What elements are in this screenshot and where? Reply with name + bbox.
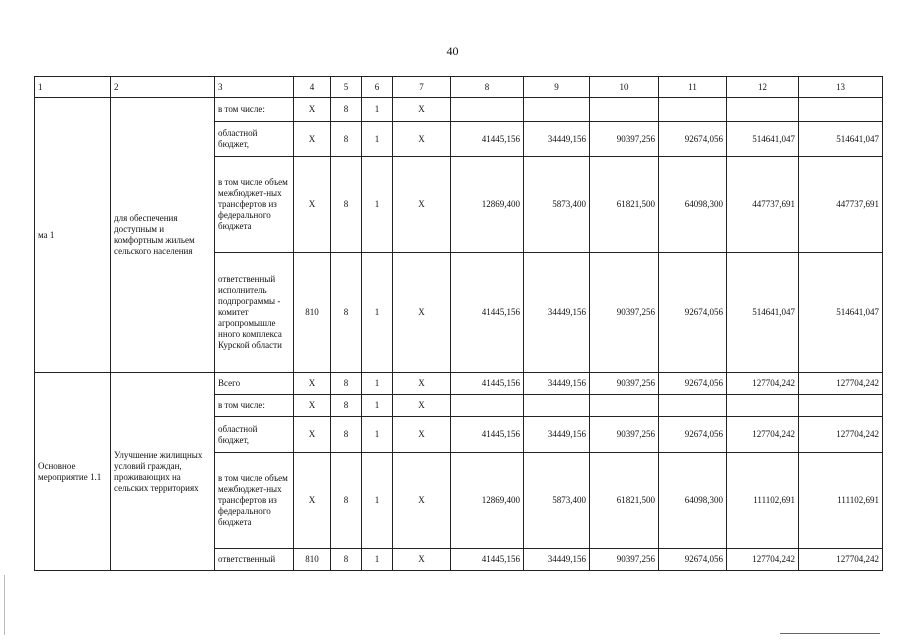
cell (727, 395, 799, 417)
table-row (35, 98, 883, 122)
cell: 8 (331, 373, 362, 395)
row-label: областной бюджет, (215, 122, 294, 157)
header-cell: 8 (451, 77, 524, 98)
cell: 41445,156 (451, 253, 524, 373)
cell: 1 (362, 157, 393, 253)
cell: 8 (331, 395, 362, 417)
cell (451, 395, 524, 417)
cell: 92674,056 (659, 373, 727, 395)
row-label: в том числе: (215, 98, 294, 122)
cell (524, 395, 590, 417)
cell: 34449,156 (524, 122, 590, 157)
cell: 127704,242 (727, 549, 799, 571)
cell: 8 (331, 549, 362, 571)
cell: 34449,156 (524, 549, 590, 571)
header-cell: 11 (659, 77, 727, 98)
cell (659, 395, 727, 417)
cell: 12869,400 (451, 453, 524, 549)
header-cell: 9 (524, 77, 590, 98)
cell: 127704,242 (727, 417, 799, 453)
cell: 8 (331, 453, 362, 549)
cell: X (393, 157, 451, 253)
cell: 61821,500 (590, 453, 659, 549)
cell: 111102,691 (799, 453, 883, 549)
cell: 64098,300 (659, 157, 727, 253)
cell: 1 (362, 253, 393, 373)
cell: 90397,256 (590, 253, 659, 373)
cell: 41445,156 (451, 549, 524, 571)
cell: 5873,400 (524, 453, 590, 549)
cell: 41445,156 (451, 417, 524, 453)
cell: 1 (362, 395, 393, 417)
header-cell: 1 (35, 77, 111, 98)
cell: 92674,056 (659, 253, 727, 373)
header-cell: 5 (331, 77, 362, 98)
cell: 1 (362, 417, 393, 453)
row-label: в том числе объем межбюджет-ных трансфертов из федерального бюджета (215, 453, 294, 549)
cell (799, 98, 883, 122)
program-description-cell: для обеспечения доступным и комфортным жильем сельского населения (111, 98, 215, 373)
cell: X (393, 549, 451, 571)
cell: 92674,056 (659, 417, 727, 453)
cell (590, 98, 659, 122)
cell: 127704,242 (799, 417, 883, 453)
cell: 41445,156 (451, 122, 524, 157)
cell: X (393, 453, 451, 549)
cell: X (393, 395, 451, 417)
cell: 61821,500 (590, 157, 659, 253)
cell: 34449,156 (524, 417, 590, 453)
cell: 34449,156 (524, 253, 590, 373)
header-row (35, 77, 883, 98)
cell (524, 98, 590, 122)
cell: 127704,242 (799, 549, 883, 571)
cell: 92674,056 (659, 549, 727, 571)
cell: 8 (331, 253, 362, 373)
cell: 5873,400 (524, 157, 590, 253)
header-cell: 6 (362, 77, 393, 98)
row-label: ответственный исполнитель подпрограммы - комитет агропромышле нного комплекса Курской области (215, 253, 294, 373)
row-label: Всего (215, 373, 294, 395)
cell: 514641,047 (799, 122, 883, 157)
row-label: областной бюджет, (215, 417, 294, 453)
cell: 127704,242 (799, 373, 883, 395)
cell: X (294, 98, 331, 122)
cell (799, 395, 883, 417)
cell: X (393, 253, 451, 373)
header-cell: 10 (590, 77, 659, 98)
cell: 90397,256 (590, 122, 659, 157)
row-label: ответственный (215, 549, 294, 571)
cell: 8 (331, 417, 362, 453)
cell: 127704,242 (727, 373, 799, 395)
cell: X (294, 395, 331, 417)
cell: 8 (331, 122, 362, 157)
cell: 1 (362, 122, 393, 157)
margin-line (4, 575, 5, 635)
page-number: 40 (446, 44, 459, 58)
cell (590, 395, 659, 417)
cell: 810 (294, 253, 331, 373)
budget-table (34, 76, 883, 571)
header-cell: 2 (111, 77, 215, 98)
cell: 810 (294, 549, 331, 571)
cell: 447737,691 (727, 157, 799, 253)
cell: X (294, 122, 331, 157)
cell: X (393, 122, 451, 157)
cell: 41445,156 (451, 373, 524, 395)
cell: 514641,047 (727, 122, 799, 157)
cell (659, 98, 727, 122)
cell: 514641,047 (799, 253, 883, 373)
header-cell: 7 (393, 77, 451, 98)
cell: X (393, 417, 451, 453)
cell: 1 (362, 453, 393, 549)
header-cell: 13 (799, 77, 883, 98)
cell (727, 98, 799, 122)
cell (451, 98, 524, 122)
cell: 34449,156 (524, 373, 590, 395)
cell: X (393, 98, 451, 122)
header-cell: 4 (294, 77, 331, 98)
cell: 90397,256 (590, 373, 659, 395)
cell: 90397,256 (590, 417, 659, 453)
cell: 64098,300 (659, 453, 727, 549)
table-row (35, 373, 883, 395)
cell: 1 (362, 98, 393, 122)
measure-description-cell: Улучшение жилищных условий граждан, проживающих на сельских территориях (111, 373, 215, 571)
cell: 514641,047 (727, 253, 799, 373)
cell: 12869,400 (451, 157, 524, 253)
cell: 8 (331, 157, 362, 253)
cell: 447737,691 (799, 157, 883, 253)
program-name-cell: ма 1 (35, 98, 111, 373)
cell: 111102,691 (727, 453, 799, 549)
cell: X (294, 417, 331, 453)
row-label: в том числе объем межбюджет-ных трансфертов из федерального бюджета (215, 157, 294, 253)
cell: X (393, 373, 451, 395)
cell: 90397,256 (590, 549, 659, 571)
cell: X (294, 453, 331, 549)
cell: X (294, 157, 331, 253)
cell: 8 (331, 98, 362, 122)
header-cell: 3 (215, 77, 294, 98)
cell: 92674,056 (659, 122, 727, 157)
footer-mark (780, 633, 880, 638)
cell: 1 (362, 549, 393, 571)
measure-name-cell: Основное мероприятие 1.1 (35, 373, 111, 571)
row-label: в том числе: (215, 395, 294, 417)
cell: 1 (362, 373, 393, 395)
header-cell: 12 (727, 77, 799, 98)
cell: X (294, 373, 331, 395)
